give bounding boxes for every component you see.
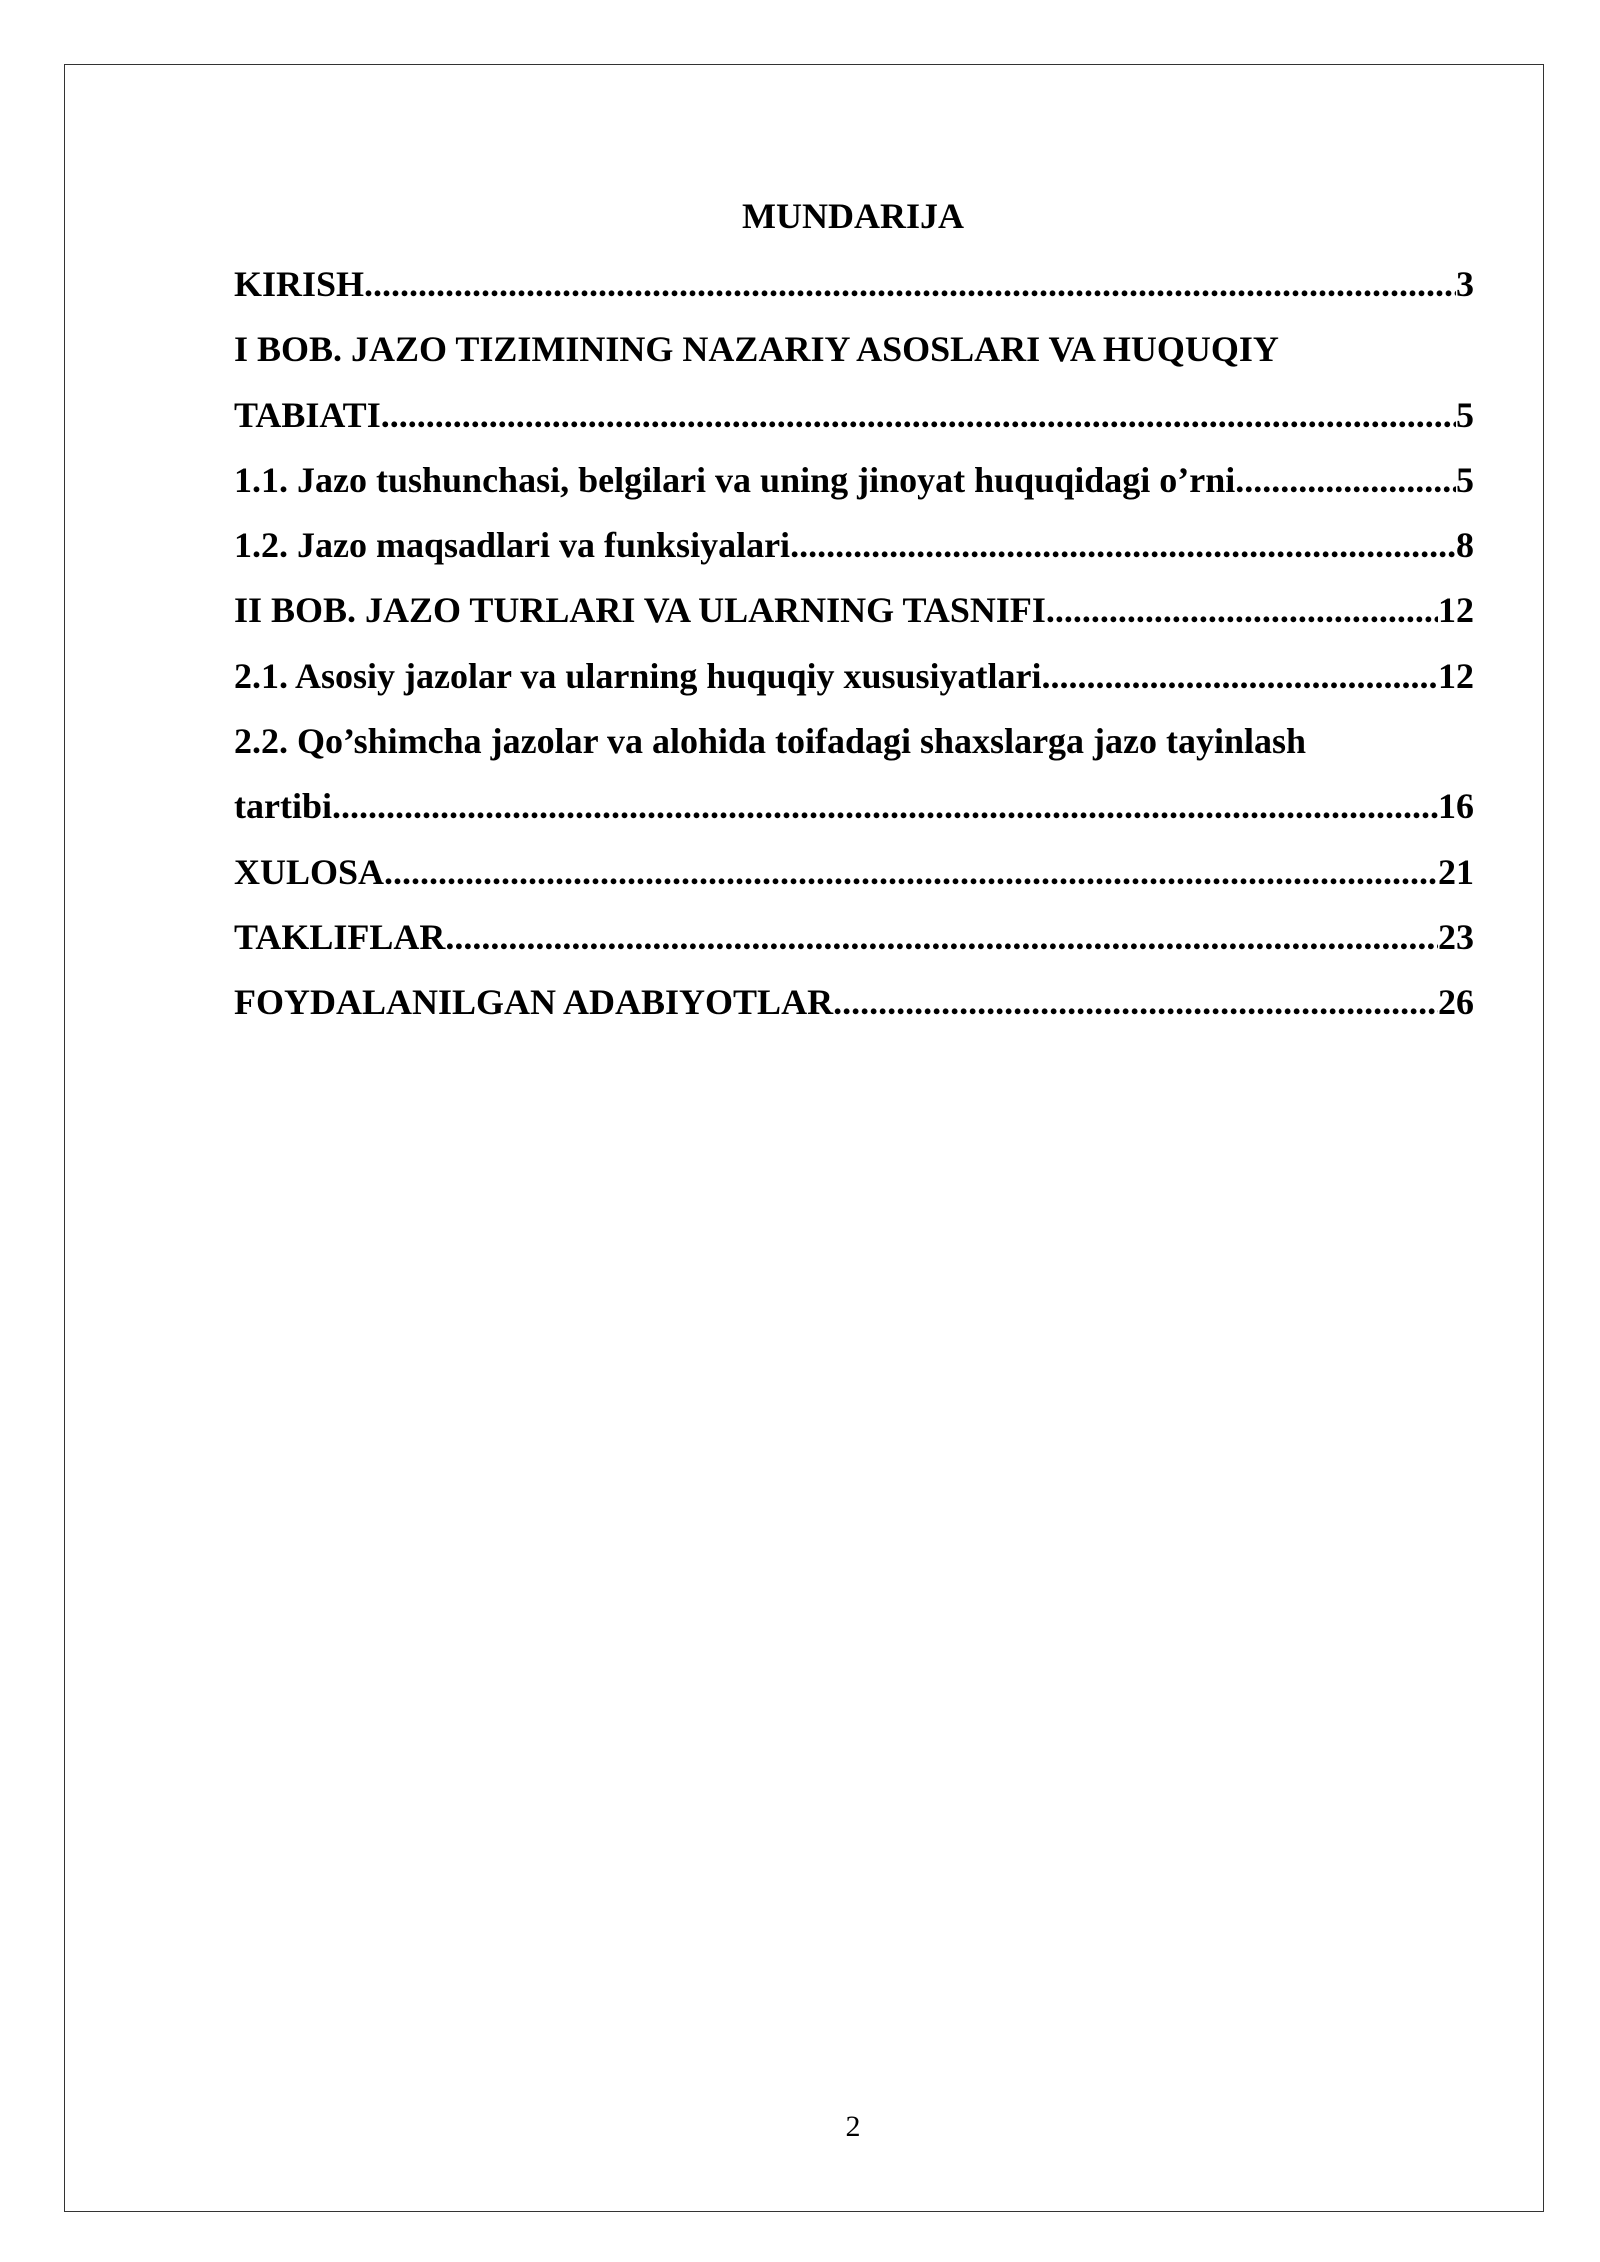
toc-dot-leader	[384, 840, 1438, 905]
toc-dot-leader	[332, 774, 1438, 839]
toc-entry-kirish[interactable]	[234, 252, 1474, 317]
toc-dot-leader	[381, 383, 1456, 448]
page-number: 2	[845, 2110, 861, 2143]
toc-dot-leader	[364, 252, 1456, 317]
toc-entry-label: FOYDALANILGAN ADABIYOTLAR	[234, 982, 834, 1023]
toc-entry-label: 2.1. Asosiy jazolar va ularning huquqiy xususiyatlari	[234, 655, 1042, 696]
toc-entry-page: 23	[1438, 916, 1474, 957]
toc-entry-chapter-2[interactable]	[234, 578, 1474, 643]
toc-entry-xulosa[interactable]	[234, 840, 1474, 905]
toc-entry-page: 3	[1456, 264, 1474, 304]
toc-dot-leader	[1046, 578, 1438, 643]
toc-entry-label: TABIATI	[234, 394, 381, 435]
toc-entry-section-2-1[interactable]	[234, 644, 1474, 709]
table-of-contents	[234, 252, 1474, 1036]
toc-entry-page: 12	[1438, 655, 1474, 696]
toc-dot-leader	[1042, 644, 1438, 709]
toc-entry-page: 5	[1456, 459, 1474, 500]
toc-entry-chapter-1-line1[interactable]: I BOB. JAZO TIZIMINING NAZARIY ASOSLARI VA HUQUQIY	[234, 329, 1279, 370]
toc-entry-page: 5	[1456, 394, 1474, 435]
toc-entry-section-1-2[interactable]	[234, 513, 1474, 578]
toc-entry-label: KIRISH	[234, 264, 365, 304]
toc-entry-section-2-2[interactable]	[234, 774, 1474, 839]
toc-entry-section-1-1[interactable]	[234, 448, 1474, 513]
toc-entry-page: 12	[1438, 590, 1474, 631]
toc-entry-chapter-1[interactable]	[234, 383, 1474, 448]
toc-entry-label: II BOB. JAZO TURLARI VA ULARNING TASNIFI	[234, 590, 1046, 631]
toc-entry-label: tartibi	[234, 786, 332, 827]
toc-entry-label: 1.2. Jazo maqsadlari va funksiyalari	[234, 525, 791, 566]
toc-dot-leader	[445, 905, 1438, 970]
toc-entry-section-2-2-line1[interactable]: 2.2. Qo’shimcha jazolar va alohida toifadagi shaxslarga jazo tayinlash	[234, 721, 1307, 762]
toc-entry-takliflar[interactable]	[234, 905, 1474, 970]
toc-title: MUNDARIJA	[742, 196, 964, 236]
toc-entry-label: 1.1. Jazo tushunchasi, belgilari va uning jinoyat huquqidagi o’rni	[234, 459, 1236, 500]
toc-entry-page: 16	[1438, 786, 1474, 827]
toc-entry-page: 8	[1456, 525, 1474, 566]
toc-entry-label: TAKLIFLAR	[234, 916, 446, 957]
toc-entry-label: XULOSA	[234, 851, 385, 892]
toc-entry-adabiyotlar[interactable]	[234, 970, 1474, 1035]
toc-dot-leader	[1235, 448, 1456, 513]
toc-dot-leader	[833, 970, 1438, 1035]
toc-entry-page: 26	[1438, 982, 1474, 1023]
toc-dot-leader	[790, 513, 1456, 578]
toc-entry-page: 21	[1438, 851, 1474, 892]
